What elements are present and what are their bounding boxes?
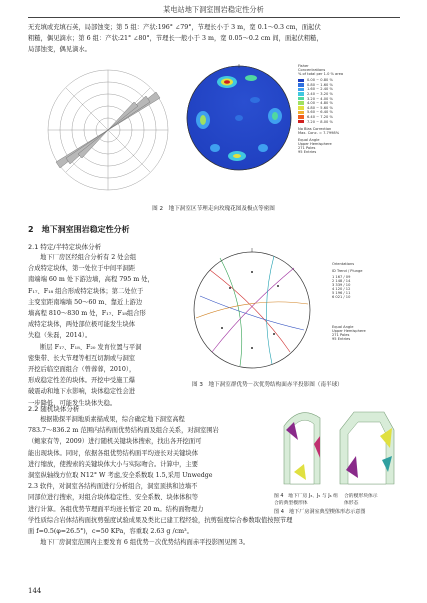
running-header: 某电站地下洞室围岩稳定性分析 [163, 5, 264, 14]
legend-note: No Bias Correction [298, 126, 332, 131]
text-line: 密集带、长大节理等相互切割或与洞室 [28, 354, 136, 362]
legend-note: Upper Hemisphere [298, 141, 332, 146]
top-text-line-2: 粗糙，偶见滴水；第 6 组：产状:21° ∠80°，节理长一般小于 3 m，宽 0.05～0.2 cm 间，面起伏粗糙， [28, 35, 323, 42]
legend-title-3: % of total per 1.0 % area [298, 72, 344, 76]
legend-swatch [298, 79, 304, 83]
pole-density-stereonet [185, 64, 295, 174]
legend-note: 271 Poles [332, 333, 350, 337]
text-line: 洞室纵轴线方位取 N12° W 考虑,安全系数取 1.5,采用 Unwedge [28, 472, 213, 480]
text-line: 地下厂房区经组合分析有 2 处会组 [40, 254, 137, 261]
subsection-title: 2.1 特定/半特定块体分析 [28, 243, 102, 251]
figure-4-caption: 图 4 地下厂房洞室典型楔体形态示意图 [274, 509, 366, 515]
text-line: 学性质综合岩体结构面抗剪强度试验成果及类比已建工程经验，抗剪强度综合参数取值按照节理 [28, 516, 293, 524]
orientation-legend [332, 262, 402, 341]
top-text-line-3: 局部蚀变，偶见滴水。 [28, 46, 91, 53]
legend-label: 3.20 ~ 4.00 % [307, 96, 333, 101]
text-line: 进行计算。各组优势节理面平均迹长暂定 20 m。结构面物理力 [28, 505, 204, 513]
figure-4-subcaption-a [274, 492, 338, 506]
legend-note: Equal Angle [332, 325, 354, 329]
legend-swatch [298, 97, 304, 101]
legend-note: 95 Entries [332, 337, 351, 341]
caption-line: 合的典型楔形体 [274, 501, 308, 506]
legend-row: 1 167 / 09 [332, 275, 351, 279]
legend-row: 6 021 / 10 [332, 295, 351, 299]
legend-note: Upper Hemisphere [332, 329, 366, 333]
text-line: 南端端 60 m 处下游边墙，高程 795 m 处， [28, 276, 154, 284]
legend-note: Max. Conc. = 7.7998% [298, 130, 340, 135]
legend-swatch [298, 101, 304, 105]
legend-note: 95 Entries [298, 149, 317, 154]
legend-label: 4.00 ~ 4.80 % [307, 101, 333, 106]
legend-swatch [298, 111, 304, 115]
caption-line: 合的楔形块体示 [344, 494, 378, 499]
text-line: 进行缩放，使搜索的关键块体大小与实际吻合。计算中，主要 [28, 460, 199, 468]
legend-label: 2.40 ~ 3.20 % [307, 92, 333, 97]
legend-label: 6.40 ~ 7.20 % [307, 115, 333, 120]
caption-line: 体形态 [344, 501, 359, 506]
legend-swatch [298, 115, 304, 119]
legend-header: Orientations [332, 262, 355, 266]
text-line: 主变室距南端墙 50～60 m、靠近上游边 [28, 298, 143, 306]
legend-label: 5.60 ~ 6.40 % [307, 110, 333, 115]
text-line: 同部位进行搜索，对组合块体稳定性、安全系数、块体体积等 [28, 494, 199, 502]
figure-3-caption: 图 3 地下洞室群优势－次优势结构面赤平投影图（南半球） [192, 382, 343, 388]
legend-title-2: Concentrations [298, 68, 326, 72]
text-line: 失稳（朱磊，2014）。 [28, 332, 92, 340]
text-line: 合成特定块体，第一处位于中间平洞距 [28, 265, 136, 273]
legend-row: 2 148 / 14 [332, 279, 351, 283]
rose-diagram [28, 62, 188, 200]
legend-label: 4.80 ~ 5.60 % [307, 105, 333, 110]
text-line: 断层 F₁₇、F₁₈、F₂₀ 发育位置与平洞 [40, 343, 142, 351]
wedge-block-sketches [276, 400, 404, 488]
text-line: 一步降低，可能发生块体失稳。 [28, 399, 117, 407]
legend-note: Equal Angle [298, 137, 320, 142]
legend-swatch [298, 88, 304, 92]
legend-label: 0.80 ~ 1.60 % [307, 82, 333, 87]
text-line: 2.3 软件，对洞室各结构面进行分析组合，洞室顶拱和边墙不 [28, 483, 198, 491]
text-line: 能出现块体。同时，依据各组优势结构面平均迹长对关键块体 [28, 449, 199, 457]
page-number: 144 [28, 587, 42, 595]
legend-label: 1.60 ~ 2.40 % [307, 87, 333, 92]
density-legend [298, 64, 378, 154]
legend-swatch [298, 92, 304, 96]
legend-note: 271 Poles [298, 145, 316, 150]
legend-title-1: Fisher [298, 64, 309, 68]
text-line: 破震动和地下水影响，块体稳定性会进 [28, 388, 136, 396]
subsection-title: 2.2 随机块体分析 [28, 405, 80, 413]
legend-swatch [298, 83, 304, 87]
text-line: （鲍家有等，2009）进行随机关键块体搜索，找出各开挖面可 [28, 438, 202, 446]
figure-4-subcaption-b [344, 492, 378, 506]
text-line: 形成稳定性差的块体。开挖中受施工爆 [28, 377, 136, 385]
great-circle-stereonet [190, 248, 315, 373]
caption-line: 图 4 地下厂房 J₃、J₅ 与 J₆ 组 [274, 494, 338, 499]
text-line: 成特定块体，两处部位极可能发生块体 [28, 321, 136, 329]
text-line: F₁₇、F₁₈ 组合形成特定块体；第二处位于 [28, 287, 144, 295]
top-text-line-1: 无充填或充填石英，局部蚀变；第 5 组：产状:196° ∠79°，节理长小于 3 m，宽 0.1～0.3 cm，面起伏 [28, 24, 321, 31]
text-line: 墙高程 810～830 m 处，F₁₇、F₁₈组合形 [28, 310, 146, 318]
section-title: 2 地下洞室围岩稳定性分析 [28, 225, 130, 234]
legend-label: 0.00 ~ 0.80 % [307, 78, 333, 83]
legend-header: ID Trend / Plunge [332, 269, 363, 273]
legend-row: 3 339 / 10 [332, 283, 351, 287]
legend-label: 7.20 ~ 8.00 % [307, 119, 333, 124]
paragraph-2-2 [28, 414, 292, 548]
text-line: 根据勘探平洞地质素描成果，综合确定地下洞室高程 [40, 416, 185, 423]
legend-swatch [298, 106, 304, 110]
figure-2-caption: 图 2 地下洞室区节理走向玫瑰花图及极点等密图 [152, 206, 275, 212]
legend-swatch [298, 120, 304, 124]
text-line: 面 f=0.5(φ=26.5°)，c=50 KPa，容重取 2.63 g /cm³。 [28, 528, 193, 536]
legend-row: 5 196 / 11 [332, 291, 351, 295]
text-line: 地下厂房洞室范围内主要发育 6 组优势－次优势结构面赤平投影图见图 3。 [40, 539, 250, 547]
header-rule [28, 17, 400, 18]
text-line: 783.7～836.2 m 范围内结构面优势结构面及组合关系，对洞室围岩 [28, 427, 219, 435]
paragraph-2-1 [28, 252, 154, 409]
legend-row: 4 120 / 12 [332, 287, 351, 291]
legend-row [298, 119, 378, 124]
text-line: 开挖后临空面组合（曾蓉蓉，2010）， [28, 366, 136, 374]
